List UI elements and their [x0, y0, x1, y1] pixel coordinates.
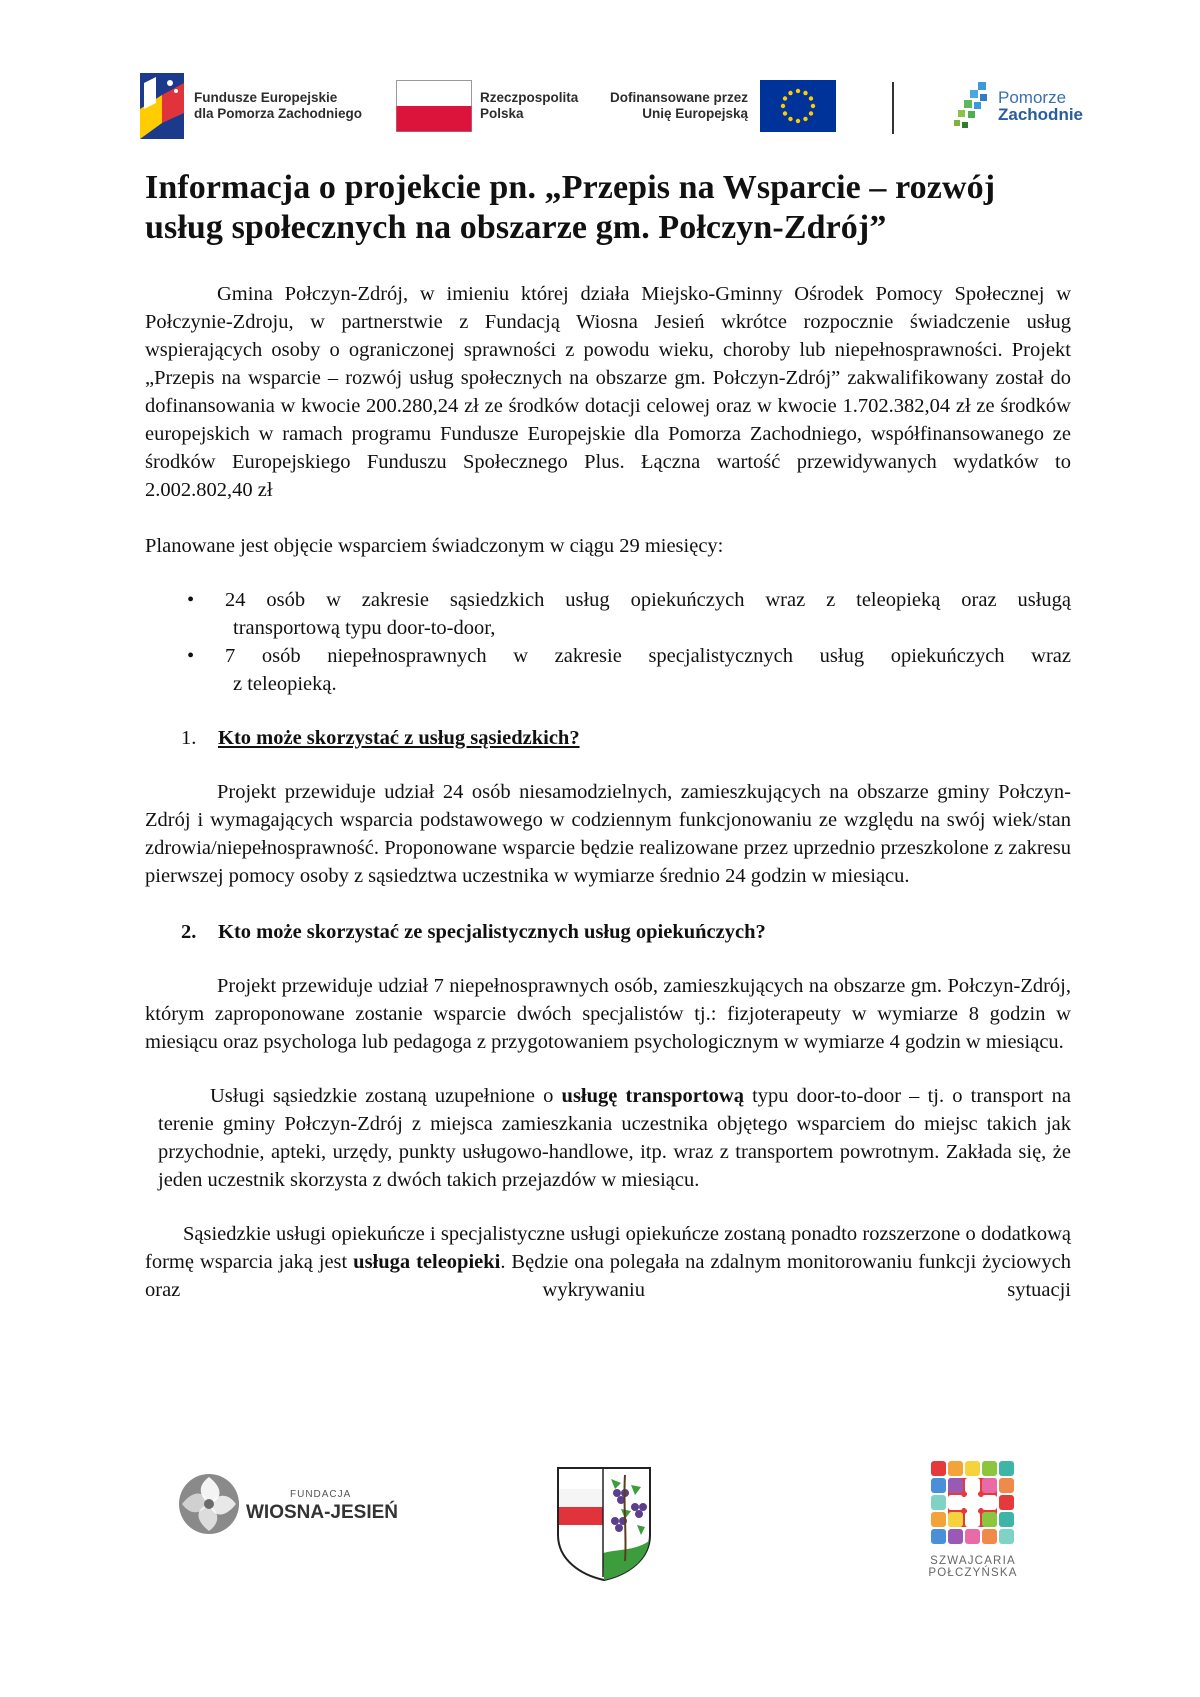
- bullet-dot-icon: •: [187, 589, 195, 611]
- logo-divider: [892, 82, 894, 134]
- eu-star-icon: [783, 111, 787, 115]
- mosaic-tile: [999, 1512, 1014, 1527]
- eu-star-icon: [788, 91, 792, 95]
- polish-flag-icon: [396, 80, 472, 132]
- eu-star-icon: [788, 117, 792, 121]
- ww-big-text: WIOSNA-JESIEŃ: [245, 1502, 399, 1523]
- eu-star-icon: [809, 111, 813, 115]
- mosaic-tile: [982, 1461, 997, 1476]
- title-line2: usług społecznych na obszarze gm. Połczyn-Zdrój”: [145, 209, 887, 246]
- pz-logo: [950, 70, 1083, 142]
- support-bullet-list: [145, 586, 1071, 698]
- coat-of-arms-icon: [555, 1465, 653, 1583]
- mosaic-tile: [999, 1495, 1014, 1510]
- mosaic-tile: [982, 1529, 997, 1544]
- sp-line2: POŁCZYŃSKA: [928, 1567, 1018, 1579]
- planned-paragraph: Planowane jest objęcie wsparciem świadczonym w ciągu 29 miesięcy:: [145, 535, 724, 557]
- teleopieka-text-post: . Będzie ona polegała na zdalnym monitorowaniu funkcji życiowych oraz wykrywaniu sytuacji: [145, 1251, 1071, 1301]
- eu-star-icon: [796, 119, 800, 123]
- mosaic-tile: [982, 1478, 997, 1493]
- bullet-1-line1: 24 osób w zakresie sąsiedzkich usług opiekuńczych wraz z teleopieką oraz usługą: [225, 589, 1071, 611]
- mosaic-tile: [948, 1461, 963, 1476]
- bullet-1-line2: transportową typu door-to-door,: [233, 617, 496, 639]
- section-2-text: Projekt przewiduje udział 7 niepełnosprawnych osób, zamieszkujących na obszarze gm. Połczyn-Zdrój, którym zaproponowane zostanie wsparcie dwóch specjalistów tj.: fizjoterapeuty w wymiarze 8 godzin w miesiącu oraz psychologa lub pedagoga z przygotowaniem psychologicznym w wymiarze 4 godzin w miesiącu.: [145, 975, 1071, 1053]
- transport-paragraph: [158, 1082, 1071, 1194]
- mosaic-tile: [965, 1461, 980, 1476]
- wiosna-jesien-emblem-icon: [178, 1473, 240, 1535]
- document-body: [145, 168, 1071, 1304]
- mosaic-tile: [931, 1529, 946, 1544]
- transport-text-pre: Usługi sąsiedzkie zostaną uzupełnione o: [210, 1085, 562, 1107]
- mosaic-tile: [931, 1461, 946, 1476]
- mosaic-tile: [999, 1478, 1014, 1493]
- section-1-number: 1.: [181, 727, 197, 749]
- teleopieka-text-bold: usługa teleopieki: [353, 1251, 501, 1273]
- bullet-2-line2: z teleopieką.: [233, 673, 337, 695]
- fe-logo: [140, 70, 362, 142]
- ww-small-text: FUNDACJA: [289, 1489, 352, 1500]
- mosaic-tile: [931, 1495, 946, 1510]
- rp-line1: Rzeczpospolita: [480, 90, 579, 105]
- sp-line1: SZWAJCARIA: [930, 1555, 1016, 1567]
- szwajcaria-cross-icon: [930, 1460, 1016, 1546]
- bullet-dot-icon: •: [187, 645, 195, 667]
- section-1-paragraph: Projekt przewiduje udział 24 osób niesamodzielnych, zamieszkujących na obszarze gminy Połczyn-Zdrój i wymagających wsparcia podstawowego w codziennym funkcjonowaniu ze względu na swój wiek/stan zdrowia/niepełnosprawność. Proponowane wsparcie będzie realizowane przez uprzednio przeszkolone z zakresu pierwszej pomocy osoby z sąsiedztwa uczestnika w wymiarze średnio 24 godzin w miesiącu.: [145, 781, 1071, 887]
- eu-logo: [610, 70, 836, 142]
- intro-paragraph: Gmina Połczyn-Zdrój, w imieniu której działa Miejsko-Gminny Ośrodek Pomocy Społecznej w Połczynie-Zdroju, w partnerstwie z Fundacją Wiosna Jesień wkrótce rozpocznie świadczenie usług wspierających osoby o ograniczonej sprawności z powodu wieku, choroby lub niepełnosprawności. Projekt „Przepis na wsparcie – rozwój usług społecznych na obszarze gm. Połczyn-Zdrój” zakwalifikowany został do dofinansowania w kwocie 200.280,24 zł ze środków dotacji celowej oraz w kwocie 1.702.382,04 zł ze środków europejskich w ramach programu Fundusze Europejskie dla Pomorza Zachodniego, współfinansowanego ze środków Europejskiego Funduszu Społecznego Plus. Łączna wartość przewidywanych wydatków to 2.002.802,40 zł: [145, 283, 1071, 501]
- section-1-heading: [145, 724, 1071, 752]
- eu-flag-icon: [760, 80, 836, 132]
- eu-star-icon: [783, 96, 787, 100]
- eu-line1: Dofinansowane przez: [610, 90, 749, 105]
- eu-star-icon: [781, 104, 785, 108]
- eu-star-icon: [803, 91, 807, 95]
- eu-line2: Unię Europejską: [642, 106, 749, 121]
- section-2-paragraph: [145, 972, 1071, 1056]
- pz-line2: Zachodnie: [998, 105, 1084, 124]
- mosaic-tile: [931, 1478, 946, 1493]
- fe-line2: dla Pomorza Zachodniego: [194, 106, 363, 121]
- polczyn-coat-of-arms: [555, 1465, 653, 1588]
- mosaic-tile: [999, 1461, 1014, 1476]
- cross-vertical: [967, 1484, 978, 1521]
- mosaic-tile: [982, 1512, 997, 1527]
- section-2-heading: [145, 918, 1071, 946]
- mosaic-tile: [965, 1529, 980, 1544]
- eu-star-icon: [811, 104, 815, 108]
- wiosna-jesien-logo: [178, 1468, 398, 1540]
- mosaic-tile: [948, 1529, 963, 1544]
- mosaic-tile: [999, 1529, 1014, 1544]
- title-line1: Informacja o projekcie pn. „Przepis na Wsparcie – rozwój: [145, 169, 996, 206]
- eu-star-icon: [809, 96, 813, 100]
- bullet-item: [145, 586, 1071, 642]
- fe-line1: Fundusze Europejskie: [194, 90, 338, 105]
- header-logo-bar: [140, 70, 1084, 142]
- pz-emblem-icon: [950, 78, 994, 134]
- rp-line2: Polska: [480, 106, 524, 121]
- bullet-item: [145, 642, 1071, 698]
- mosaic-tile: [948, 1512, 963, 1527]
- szwajcaria-polczynska-logo: [918, 1460, 1028, 1579]
- transport-text-post: typu door-to-door – tj. o transport na terenie gminy Połczyn-Zdrój z miejsca zamieszkania uczestnika objętego wsparciem do miejsc takich jak przychodnie, apteki, urzędy, punkty usługowo-handlowe, itp. wraz z transportem powrotnym. Zakłada się, że jeden uczestnik skorzysta z dwóch takich przejazdów w miesiącu.: [158, 1085, 1071, 1191]
- pz-line1: Pomorze: [998, 88, 1067, 107]
- section-2-title: Kto może skorzystać ze specjalistycznych usług opiekuńczych?: [218, 921, 766, 943]
- transport-text-bold: usługę transportową: [561, 1085, 744, 1107]
- fe-emblem-icon: [140, 73, 184, 139]
- section-2-number: 2.: [181, 921, 197, 943]
- section-1-title: Kto może skorzystać z usług sąsiedzkich?: [218, 727, 580, 749]
- eu-star-icon: [803, 117, 807, 121]
- mosaic-tile: [931, 1512, 946, 1527]
- teleopieka-paragraph: [145, 1220, 1071, 1304]
- bullet-2-line1: 7 osób niepełnosprawnych w zakresie specjalistycznych usług opiekuńczych wraz: [225, 645, 1071, 667]
- eu-star-icon: [796, 89, 800, 93]
- mosaic-tile: [948, 1478, 963, 1493]
- teleopieka-text-pre: Sąsiedzkie usługi opiekuńcze i specjalistyczne usługi opiekuńcze zostaną ponadto rozszerzone o dodatkową formę wsparcia jaką jest: [145, 1223, 1071, 1273]
- rp-logo: [396, 70, 578, 142]
- document-title: [145, 168, 1071, 248]
